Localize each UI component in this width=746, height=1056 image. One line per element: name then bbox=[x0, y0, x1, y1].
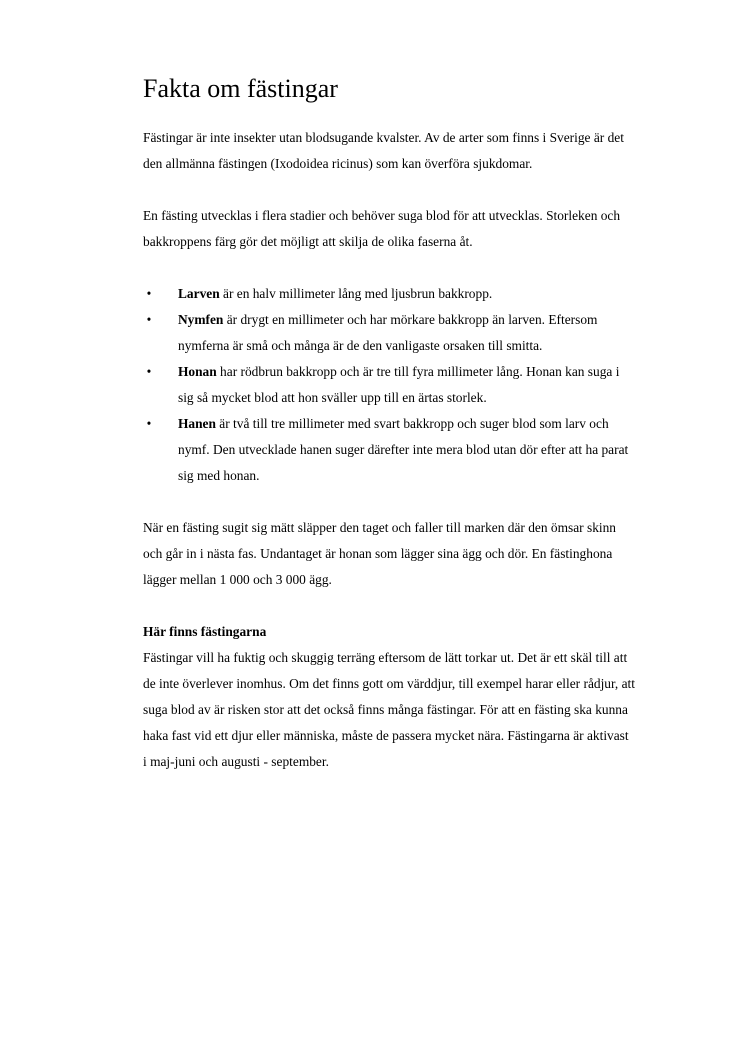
list-item-male bbox=[143, 411, 635, 489]
document-page bbox=[143, 72, 635, 775]
list-item-term: Nymfen bbox=[178, 312, 224, 327]
page-title: Fakta om fästingar bbox=[143, 74, 338, 103]
list-item-term: Larven bbox=[178, 286, 220, 301]
list-item-term: Honan bbox=[178, 364, 217, 379]
bullet-icon: • bbox=[146, 312, 152, 327]
list-item-text: har rödbrun bakkropp och är tre till fyra millimeter lång. Honan kan suga i sig så mycket blod att hon sväller upp till en ärtas storlek. bbox=[178, 364, 620, 405]
list-item-nymph bbox=[143, 307, 635, 359]
paragraph-spacer bbox=[143, 255, 635, 281]
list-item-larva bbox=[143, 281, 635, 307]
intro-paragraph: Fästingar är inte insekter utan blodsugande kvalster. Av de arter som finns i Sverige är det den allmänna fästingen (Ixodoidea ricinus) som kan överföra sjukdomar. bbox=[143, 130, 624, 171]
after-feeding-paragraph: När en fästing sugit sig mätt släpper den taget och faller till marken där den ömsar skinn och går in i nästa fas. Undantaget är honan som lägger sina ägg och dör. En fästinghona lägger mellan 1 000 och 3 000 ägg. bbox=[143, 520, 617, 587]
paragraph-spacer bbox=[143, 177, 635, 203]
life-stage-list bbox=[143, 281, 635, 489]
list-item-text: är två till tre millimeter med svart bakkropp och suger blod som larv och nymf. Den utvecklade hanen suger därefter inte mera blod utan dör efter att ha parat sig med honan. bbox=[178, 416, 629, 483]
bullet-icon: • bbox=[146, 416, 152, 431]
paragraph-spacer bbox=[143, 593, 635, 619]
list-item-female bbox=[143, 359, 635, 411]
list-item-term: Hanen bbox=[178, 416, 216, 431]
bullet-icon: • bbox=[146, 286, 152, 301]
section-heading: Här finns fästingarna bbox=[143, 624, 267, 639]
list-item-text: är en halv millimeter lång med ljusbrun bakkropp. bbox=[219, 286, 493, 301]
habitat-paragraph: Fästingar vill ha fuktig och skuggig terräng eftersom de lätt torkar ut. Det är ett skäl till att de inte överlever inomhus. Om det finns gott om värddjur, till exempel harar eller rådjur, att suga blod av är risken stor att det också finns många fästingar. För att en fästing ska kunna haka fast vid ett djur eller människa, måste de passera mycket nära. Fästingarna är aktivast i maj-juni och augusti - september. bbox=[143, 650, 636, 769]
bullet-icon: • bbox=[146, 364, 152, 379]
paragraph-spacer bbox=[143, 489, 635, 515]
list-item-text: är drygt en millimeter och har mörkare bakkropp än larven. Eftersom nymferna är små och många är de den vanligaste orsaken till smitta. bbox=[178, 312, 598, 353]
stages-paragraph: En fästing utvecklas i flera stadier och behöver suga blod för att utvecklas. Storleken och bakkroppens färg gör det möjligt att skilja de olika faserna åt. bbox=[143, 208, 621, 249]
